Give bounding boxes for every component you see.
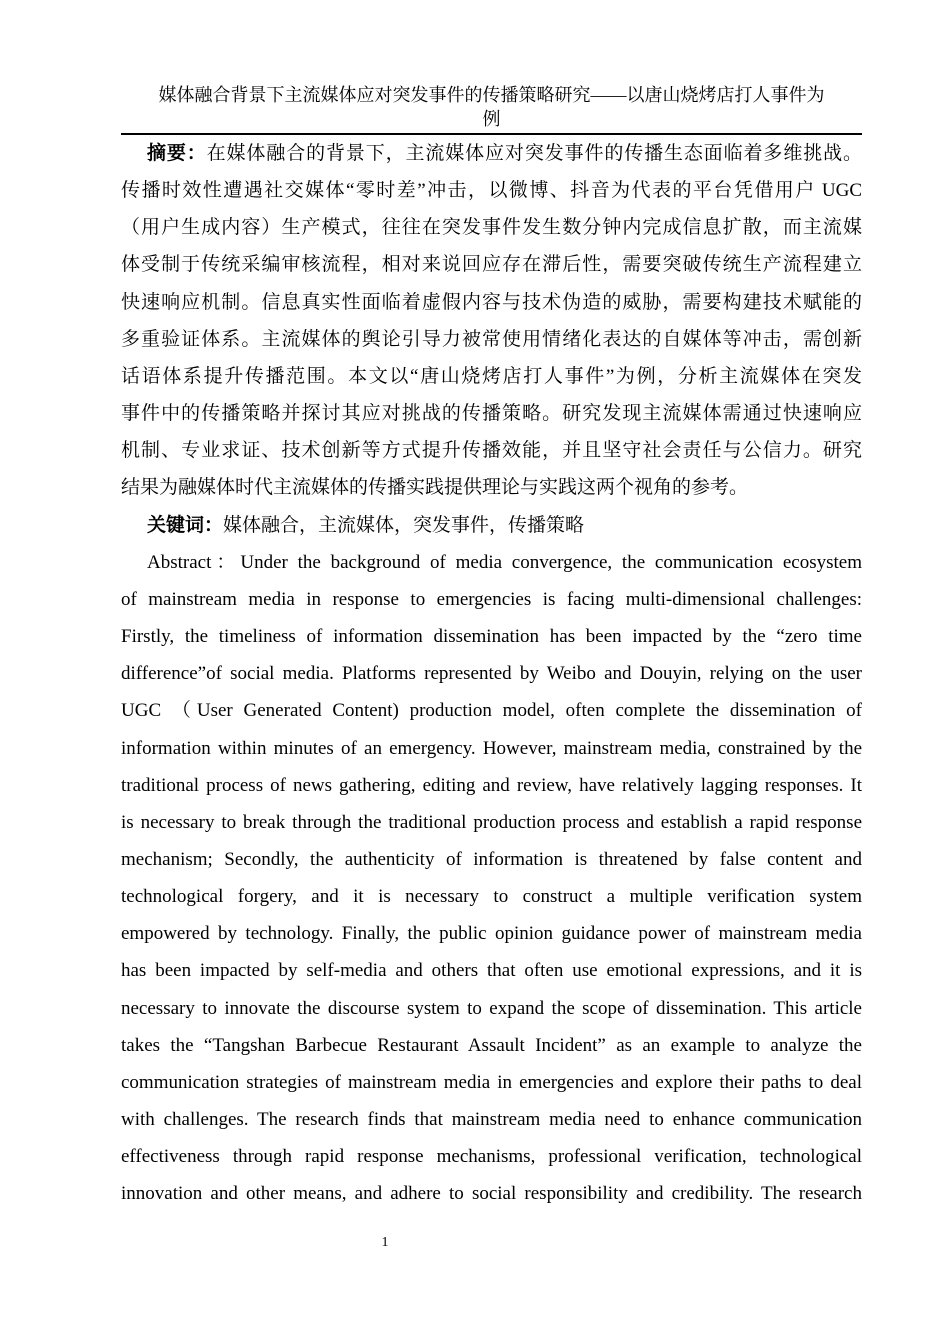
abstract-zh-first-line [121, 135, 862, 172]
abstract-zh-last-line: 结果为融媒体时代主流媒体的传播实践提供理论与实践这两个视角的参考。 [121, 477, 749, 499]
text-line: 传播时效性遭遇社交媒体“零时差”冲击，以微博、抖音为代表的平台凭借用户 UGC [121, 180, 862, 202]
text-line: of mainstream media in response to emergencies is facing multi-dimensional challenges: [121, 588, 862, 610]
abstract-en-lines [121, 581, 862, 1213]
body-text [121, 135, 862, 1213]
text-line: difference”of social media. Platforms represented by Weibo and Douyin, relying on the user [121, 663, 862, 685]
text-line: 机制、专业求证、技术创新等方式提升传播效能，并且坚守社会责任与公信力。研究 [121, 440, 862, 462]
text-line: 快速响应机制。信息真实性面临着虚假内容与技术伪造的威胁，需要构建技术赋能的 [121, 291, 862, 313]
text-line: information within minutes of an emergency. However, mainstream media, constrained by the [121, 737, 862, 759]
text-line: with challenges. The research finds that mainstream media need to enhance communication [121, 1109, 862, 1131]
abstract-zh-first-text: 在媒体融合的背景下，主流媒体应对突发事件的传播生态面临着多维挑战。 [206, 143, 862, 164]
keywords-line [121, 507, 862, 544]
text-line: technological forgery, and it is necessary to construct a multiple verification system [121, 886, 862, 908]
text-line: mechanism; Secondly, the authenticity of information is threatened by false content and [121, 848, 862, 870]
text-line: traditional process of news gathering, editing and review, have relatively lagging responses. It [121, 774, 862, 796]
text-line: UGC （User Generated Content) production model, often complete the dissemination of [121, 700, 862, 722]
text-line: communication strategies of mainstream media in emergencies and explore their paths to deal [121, 1071, 862, 1093]
page-content [121, 84, 862, 1213]
page-number: 1 [381, 1235, 389, 1250]
title-line-2: 例 [482, 108, 501, 129]
text-line: has been impacted by self-media and others that often use emotional expressions, and it is [121, 960, 862, 982]
abstract-zh-label: 摘要： [147, 143, 207, 164]
text-line: is necessary to break through the traditional production process and establish a rapid response [121, 811, 862, 833]
text-line: 话语体系提升传播范围。本文以“唐山烧烤店打人事件”为例，分析主流媒体在突发 [121, 365, 862, 387]
abstract-en-first-text: Under the background of media convergence, the communication ecosystem [240, 551, 862, 573]
text-line: innovation and other means, and adhere to social responsibility and credibility. The research [121, 1183, 862, 1205]
abstract-en-label: Abstract： [147, 551, 241, 573]
text-line: 事件中的传播策略并探讨其应对挑战的传播策略。研究发现主流媒体需通过快速响应 [121, 403, 862, 425]
title-line-1: 媒体融合背景下主流媒体应对突发事件的传播策略研究——以唐山烧烤店打人事件为 [158, 85, 825, 105]
text-line: effectiveness through rapid response mechanisms, professional verification, technological [121, 1146, 862, 1168]
text-line: empowered by technology. Finally, the public opinion guidance power of mainstream media [121, 923, 862, 945]
text-line: 体受制于传统采编审核流程，相对来说回应存在滞后性，需要突破传统生产流程建立 [121, 254, 862, 276]
text-line: 多重验证体系。主流媒体的舆论引导力被常使用情绪化表达的自媒体等冲击，需创新 [121, 328, 862, 350]
text-line: takes the “Tangshan Barbecue Restaurant Assault Incident” as an example to analyze the [121, 1034, 862, 1056]
abstract-zh-lines [121, 172, 862, 469]
text-line: Firstly, the timeliness of information dissemination has been impacted by the “zero time [121, 626, 862, 648]
keywords-text: 媒体融合，主流媒体，突发事件，传播策略 [223, 514, 585, 536]
page-title [121, 84, 862, 131]
text-line: necessary to innovate the discourse system to expand the scope of dissemination. This article [121, 997, 862, 1019]
text-line: （用户生成内容）生产模式，往往在突发事件发生数分钟内完成信息扩散，而主流媒 [121, 217, 862, 239]
abstract-en-first-line [121, 544, 862, 581]
keywords-label: 关键词： [147, 514, 224, 536]
